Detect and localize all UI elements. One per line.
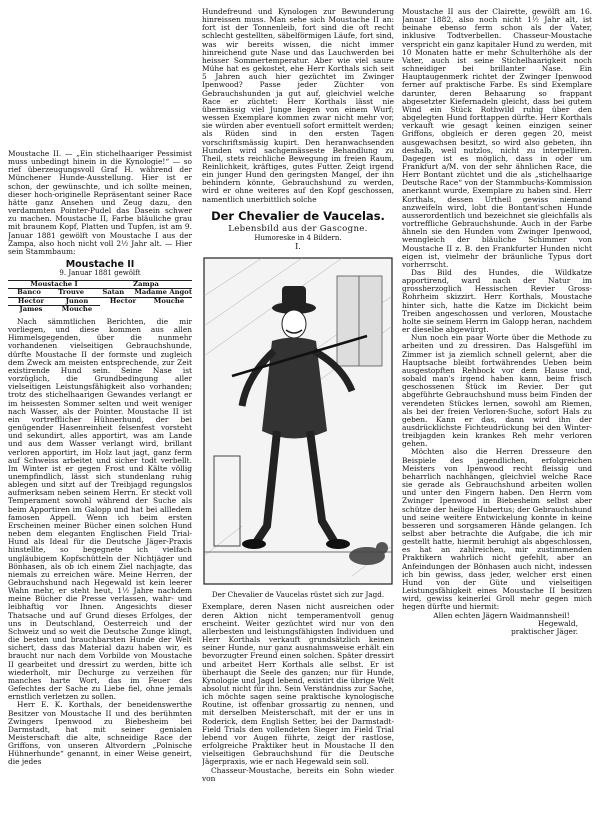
body-paragraph: Herr E. K. Korthals, der beneidenswerthe Besitzer von Moustache II und des berühmten Zwingers Ipenwood zu Biebesheim bei Darmstadt, hat mit seiner genialen Meisterschaft die alte, schneidige Race der Griffons, von unseren Altvordern „Polnische Hühnerhunde“ genannt, in einer Weise geneirt, die jedes — [8, 700, 192, 767]
body-paragraph: Nach sämmtlichen Berichten, die mir vorliegen, und diese kommen aus allen Himmelsgegenden, über die nunmehr vorhandenen vielseitigen Gebrauchshunde, dürfte Moustache II der formste und zugleich dem Zweck am meisten entsprechende, zur Zeit existirende Hund sein. Seine Nase ist vorzüglich, die Grundbedingung aller vielseitigen Leistungsfähigkeit also vorhanden; trotz des stichelhaarigen Gewandes verlangt er im heissesten Sommer selten und weit weniger nach Wasser, als der Pointer. Moustache II ist ein vortrefflicher Hühnerhund, der bei genügender Hasenreinheit felsenfest vorsteht und sekundirt, alles apportirt, was am Lande und aus dem Wasser verlangt wird, brillant verloren apportirt, im Holz laut jagt, ganz ferm auf Schweiss arbeitet und sicher todt verbellt. Im Winter ist er gegen Frost und Kälte völlig unempfindlich, lässt sich stundenlang ruhig ablegen und sitzt auf der Treibjagd regungslos aufmerksam neben seinem Herrn. Er steckt voll Temperament sowohl während der Suche als beim Apportiren im Galopp und hat bei allledem famosen Appell. Wenn ich beim ersten Erscheinen meiner Bücher einen solchen Hund neben dem eleganten Englischen Field Trial-Hund als Ideal für die Deutsche Jäger-Praxis hinstellte, so begegnete ich vielfach ungläubigem Kopfschütteln der Nichtjäger und Bönhasen, als ob ich einem Ziel nachjagte, das niemals zu erreichen wäre. Meine Herren, der Gebrauchshund nach Hegewald ist kein leerer Wahn mehr, er steht heut, 1½ Jahre nachdem meine Bücher die Presse verlassen, wahr- und leibhaftig vor Ihnen. Angesichts dieser Thatsache und auf Grund dieses Erfolges, der uns in Deutschland, Oesterreich und der Schweiz und so weit die Deutsche Zunge klingt, die besten und brauchbarsten Hunde der Welt sichert, dass das Material dazu haben wir, es braucht nur nach dem Vorbilde von Moustache II gearbeitet und dressirt zu werden, bitte ich wiederholt, mir Dechurge zu verzeihen für manches harte Wort, das im Feuer des Gefechtes der Sache zu Liebe fiel, ohne jemals ernstlich verletzen zu sollen. — [8, 317, 192, 702]
body-paragraph: Exemplare, deren Nasen nicht ausreichen oder deren Aktion nicht temperamentvoll genug erscheint. Weiter gezüchtet wird nur von den allerbesten und leistungsfähigsten Individuen und Herr Korthals verkauft grundsätzlich keinen seiner Hunde, nur ganz ausnahmsweise erhält ein bevorzugter Freund einen solchen. Später dressirt und arbeitet Herr Korthals alle selbst. Er ist überhaupt die Seele des ganzen; nur für Hunde, Kynologie und Jagd lebend, existirt die übrige Welt absolut nicht für ihn. Sein Verständniss zur Sache, ich möchte sagen seine praktische kynologische Routine, ist offenbar grossartig zu nennen, und mit derselben Meisterschaft, mit der er uns in Roderick, dem English Setter, bei der Darmstadt-Field Trials den vollendeten Sieger im Field Trial lebend vor Augen führte, zeigt der rastlose, erfolgreiche Praktiker heut in Moustache II den vielseitigen Gebrauchshund für die Deutsche Jägerpraxis, wie er nach Hegewald sein soll. — [202, 602, 394, 767]
pedigree-row-4 — [8, 305, 100, 314]
article-genre: Humoreske in 4 Bildern. — [254, 233, 342, 242]
pedigree-cell: Mouche — [54, 305, 100, 314]
column-right — [402, 8, 592, 820]
pedigree-cell: Trouve — [50, 288, 92, 297]
pedigree-title: Moustache II — [65, 259, 135, 271]
illustration-caption: Der Chevalier de Vaucelas rüstet sich zur Jagd. — [211, 590, 385, 600]
blank-top-area — [8, 8, 192, 150]
pedigree-row-parents — [8, 280, 192, 289]
pedigree-cell: Satan — [92, 288, 134, 297]
pedigree-cell: Hector — [100, 297, 146, 306]
pedigree-cell: Mouche — [146, 297, 192, 306]
intro-paragraph: Moustache II. — „Ein stichelhaariger Pessimist muss unbedingt hinein in die Kynologie!“ — so rief überzeugungsvoll Graf H. während der Münchener Hunde-Ausstellung. Hier ist er schon, der gewünschte, und ich sollte meinen, dieser hoch-originelle Repräsentant seiner Race hätte ganz Ansehen und Zeug dazu, den verdammten Pointer-Pudel das Dasein schwer zu machen. Moustache II, Farbe bläuliche grau mit braunem Kopf, Platten und Tupfen, ist am 9. Januar 1881 gewölft von Moustache I aus der Zampa, also hoch nicht voll 2½ Jahr alt. — Hier sein Stammbaum: — [8, 149, 192, 256]
pedigree-cell: James — [8, 305, 54, 314]
column-middle — [202, 8, 394, 820]
pedigree-subtitle: 9. Januar 1881 gewölft — [59, 269, 141, 278]
pedigree-cell: Hector — [8, 297, 54, 306]
body-paragraph: Möchten also die Herren Dresseure den Beispiele des jagendlichen, erfolgreichen Meisters von Ipenwood recht fleissig und beharrlich nachhängen, gleichviel welche Race sie gerade als Gebrauchshund arbeiten wollen und unter den Fingern haben. Den Herrn vom Zwinger Ipenwood in Biebesheim selbst aber schütze der heilige Hubertus; der Gebrauchshund und seine weitere Entwickelung konnte in keine besseren und sorgsameren Hände gelangen. Ich selbst aber betrachte die Aufgabe, die ich mir gestellt hatte, hiermit beruhigt als abgeschlossen, es hat an zahlreichen, mir zustimmenden Praktikern wahrlich nicht gefehlt, aber an Anfeindungen der Bönhasen auch nicht, indessen ich bin gewiss, dass jeder, welcher erst einen Hund von der Güte und vielseitigen Leistungsfähigkeit eines Moustache II besitzen wird, gewiss keinerlei Groll mehr gegen mich hegen dürfte und hiermit: — [402, 447, 592, 612]
body-paragraph: Das Bild des Hundes, die Wildkatze apportirend, ward nach der Natur im grossherzoglich Hessischen Revier Gross-Rohrheim skizzirt. Herr Korthals, Moustache hinter sich, hatte die Katze im Dickicht beim Treiben angeschossen und verloren, Moustache holte sie seinem Herrn im Galopp heran, nachdem er dieselbe abgewürgt. — [402, 268, 592, 335]
pedigree-table — [8, 259, 192, 314]
article-title: Der Chevalier de Vaucelas. — [211, 208, 385, 223]
body-paragraph: Chasseur-Moustache, bereits ein Sohn wieder von — [202, 765, 394, 783]
chevalier-illustration — [202, 256, 394, 586]
pedigree-cell: Madame Angot — [134, 288, 192, 297]
body-paragraph: Nun noch ein paar Worte über die Methode zu arbeiten und zu dressiren. Das Halsgefühl im Zimmer ist ja ziemlich schnell gelernt, aber die Hauptsache bleibt fortwährendes Ueben beim ausgestopften Rehbock vor dem Hause und, sobald man's irgend haben kann, beim frisch geschossenen Stück im Revier. Der gut abgeführte Gebrauchshund muss beim Finden der verendeten Stückes lernen, sowohl am Riemen, als bei der freien Verloren-Suche, sofort Hals zu geben. Kann er das, dann wird ihn der ausdrücklichste Fichteudrückung bei den Winter-treibjagden kein krankes Reh mehr verloren gehen. — [402, 333, 592, 449]
article-subtitle: Lebensbild aus der Gascogne. — [228, 223, 368, 234]
closing-line: Allen echten Jägern Waidmannsheil! — [433, 610, 570, 620]
article-part-number: I. — [295, 242, 301, 252]
signature-role: praktischer Jäger. — [511, 626, 578, 636]
pedigree-row-great-grandparents — [8, 297, 192, 306]
body-paragraph: Moustache II aus der Clairette, gewölft am 16. Januar 1882, also noch nicht 1½ Jahr alt, ist beinahe ebenso ferm schon als der Vater, inklusive Todtverbellen. Chasseur-Moustache verspricht ein ganz kapitaler Hund zu werden, mit 10 Monaten hatte er mehr Schulterhöhe als der Vater, auch ist seine Stichelhaarigkeit noch schneidiger bei brillanter Nase. Ein Hauptaugenmerk richtet der Zwinger Ipenwood ferner auf praktische Farbe. Es sind Exemplare darunter, deren Behaarung so frappant abgesetzter Kiefernadeln gleicht, dass bei gutem Wind ein Stück Rothwild ruhig über den abgelegten Hund forttappen dürfte. Herr Korthals verkauft wie gesagt keinen einzigen seiner Griffons, obgleich er deren gegen 20, meist ausgewachsen besitzt, so wird also gebeten, ihn deshalb, weil nutzlos, nicht zu interpelliren. Dagegen ist es möglich, dass in oder um Frankfurt a/M. von der sehr ähnlichen Race, die Herr Bontant züchtet und die als „stichelhaarige Deutsche Race“ von der Stammbuchs-Kommission anerkannt wurde, Exemplare zu haben sind. Herr Korthals, dessen Urtheil gewiss niemand anzweifeln wird, lobt die Bontant'schen Hunde ausserordentlich und bezeichnet sie gleichfalls als vortreffliche Gebrauchshunde. Auch in der Farbe ähneln sie den Hunden vom Zwinger Ipenwood, wenngleich der bläuliche Schimmer von Moustache II z. B. den Frankfurter Hunden nicht eigen ist, vielmehr der bräunliche Typus dort vorherrscht. — [402, 8, 592, 269]
pedigree-sire: Moustache I — [8, 280, 100, 289]
pedigree-cell: Junon — [54, 297, 100, 306]
pedigree-row-grandparents — [8, 288, 192, 297]
pedigree-dam: Zampa — [100, 280, 192, 289]
signature: Hegewald, — [537, 618, 578, 628]
pedigree-cell: Banco — [8, 288, 50, 297]
column-left — [8, 8, 192, 820]
body-paragraph: Hundefreund und Kynologen zur Bewunderung hinreissen muss. Man sehe sich Moustache II an: fort ist der Tonnenleib, fort sind die oft recht schlecht gestellten, säbelförmigen Läufe, fort sind, was wir bereits wissen, die nicht immer hinreichend gute Nase und das Lauchwerden bei heisser Sommertemperatur. Aber wie viel saure Mühe hat es gekostet, ehe Herr Korthals sich seit 5 Jahren auch hier gezüchtet im Zwinger Ipenwood? Passe jeder Züchter von Gebrauchshunden ja gut auf, gleichviel welche Race er züchtet: Herr Korthals lässt nie übermässig viel Junge liegen von einem Wurf; wessen Exemplare kommen zwar nicht mehr vor, sie würden aber eventuell sofort ermittelt werden; als Rüden sind in den ersten Tagen vorschriftsmässig kupirt. Den heranwachsenden Hunden wird sachgemässeste Behandlung zu Theil, stets reichliche Bewegung im freien Raum, Reinlichkeit, kräftiges, gutes Futter. Zeigt irgend ein junger Hund den geringsten Mangel, der ihn behindern könnte, Gebrauchshund zu werden, wird er ohne weiteres auf den Kopf geschossen, namentlich unerbittlich solche — [202, 8, 394, 204]
